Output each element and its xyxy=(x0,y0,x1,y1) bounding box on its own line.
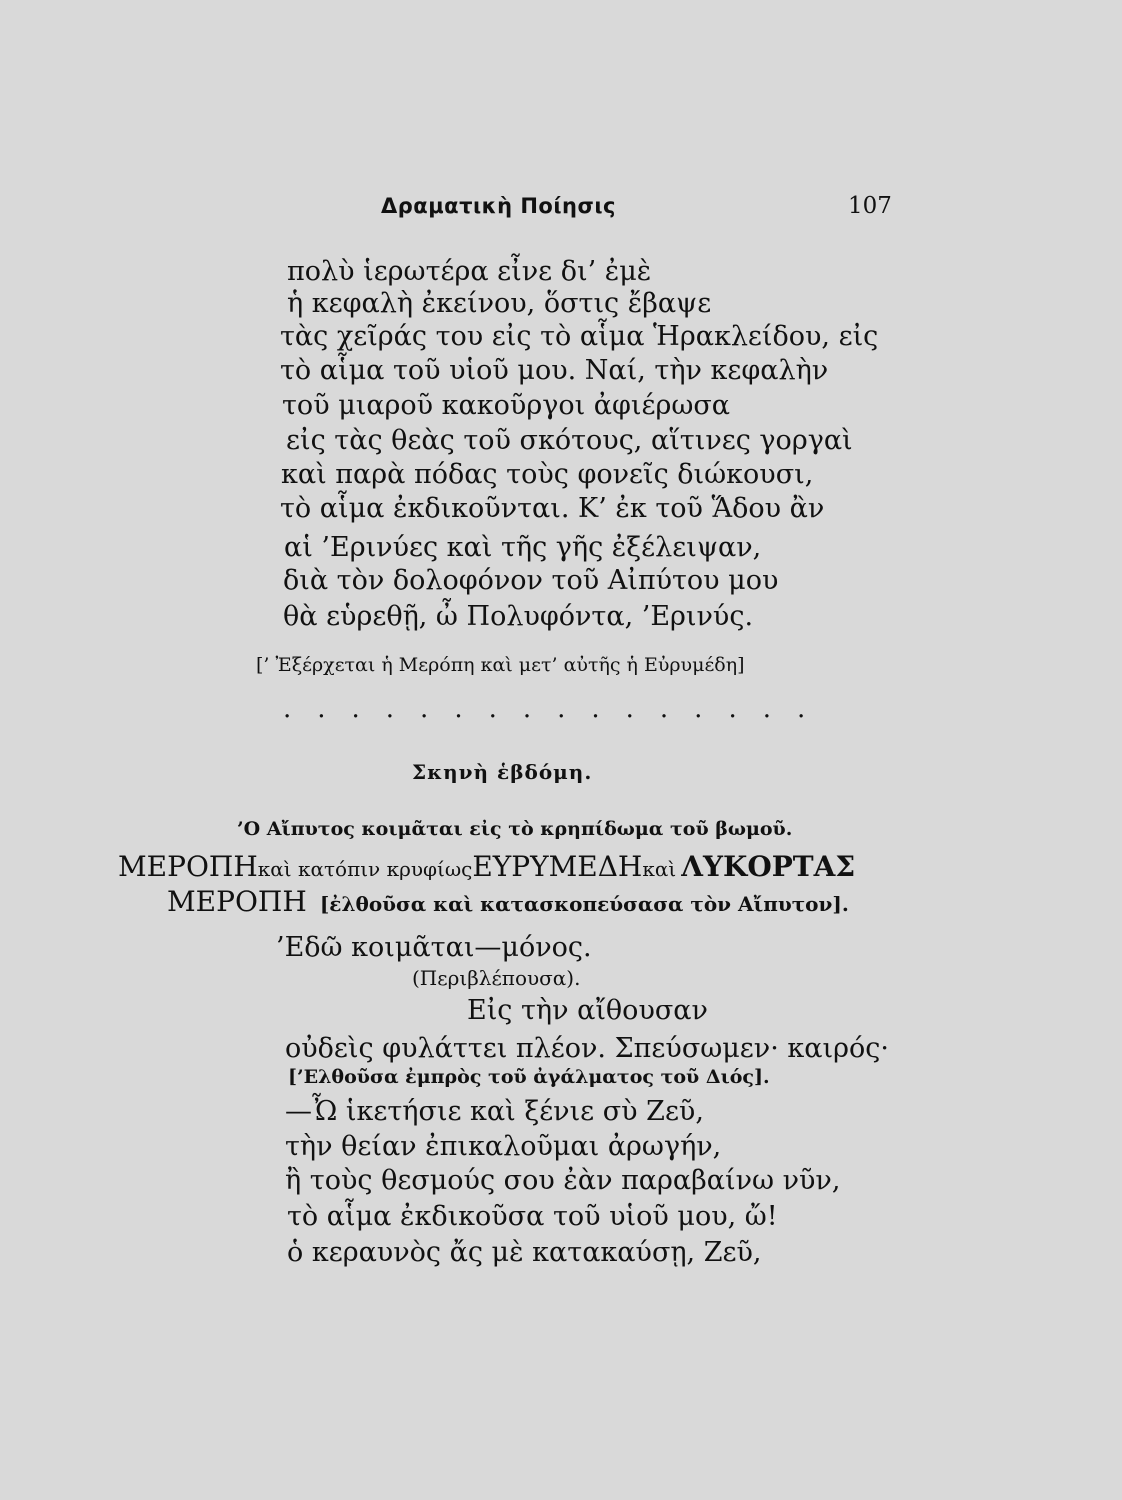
verse-line: —Ὦ ἱκετήσιε καὶ ξένιε σὺ Ζεῦ, xyxy=(285,1096,704,1127)
verse-line: τὸ αἷμα ἐκδικοῦνται. Κ’ ἐκ τοῦ Ἅδου ἂν xyxy=(280,493,825,524)
stage-direction-statue: [’Ελθοῦσα ἐμπρὸς τοῦ ἀγάλματος τοῦ Διός]. xyxy=(288,1066,770,1088)
verse-line: τοῦ μιαροῦ κακοῦργοι ἀφιέρωσα xyxy=(282,390,731,421)
cast-connector: καὶ xyxy=(642,857,677,881)
verse-line: καὶ παρὰ πόδας τοὺς φονεῖς διώκουσι, xyxy=(281,459,814,490)
verse-line: διὰ τὸν δολοφόνον τοῦ Αἰπύτου μου xyxy=(283,565,779,596)
verse-line: τὸ αἷμα ἐκδικοῦσα τοῦ υἱοῦ μου, ὤ! xyxy=(287,1201,778,1232)
cast-list xyxy=(118,850,856,883)
speaker-name: ΜΕΡΟΠΗ xyxy=(167,885,307,918)
page-number: 107 xyxy=(848,193,892,219)
verse-line: ἡ κεφαλὴ ἐκείνου, ὅστις ἔβαψε xyxy=(287,288,712,319)
stage-direction-exit: [’ Ἐξέρχεται ἡ Μερόπη καὶ μετ’ αὐτῆς ἡ Εὐρυμέδη] xyxy=(256,654,745,676)
verse-line: ἢ τοὺς θεσμούς σου ἐὰν παραβαίνω νῦν, xyxy=(285,1165,841,1196)
running-header: Δραματικὴ Ποίησις xyxy=(381,194,616,218)
verse-line: τὸ αἷμα τοῦ υἱοῦ μου. Ναί, τὴν κεφαλὴν xyxy=(280,355,829,386)
verse-line: εἰς τὰς θεὰς τοῦ σκότους, αἵτινες γοργαὶ xyxy=(286,425,853,456)
ellipsis-separator: ................ xyxy=(283,694,832,724)
verse-line: οὐδεὶς φυλάττει πλέον. Σπεύσωμεν· καιρός· xyxy=(285,1033,889,1064)
setting-direction: ’Ο Αἴπυτος κοιμᾶται εἰς τὸ κρηπίδωμα τοῦ βωμοῦ. xyxy=(237,818,793,840)
cast-name: ΜΕΡΟΠΗ xyxy=(118,850,258,883)
verse-line: ’Εδῶ κοιμᾶται—μόνος. xyxy=(276,932,592,963)
verse-line: θὰ εὑρεθῇ, ὦ Πολυφόντα, ’Ερινύς. xyxy=(283,601,754,632)
verse-line: Εἰς τὴν αἴθουσαν xyxy=(467,995,708,1026)
cast-name: ΛΥΚΟΡΤΑΣ xyxy=(681,850,856,883)
scene-heading: Σκηνὴ ἑβδόμη. xyxy=(412,760,593,784)
verse-line: ὁ κεραυνὸς ἄς μὲ κατακαύσῃ, Ζεῦ, xyxy=(287,1237,762,1268)
verse-line: τὴν θείαν ἐπικαλοῦμαι ἀρωγήν, xyxy=(285,1131,722,1162)
cast-connector: καὶ κατόπιν κρυφίως xyxy=(257,857,473,881)
speaker-direction: [ἐλθοῦσα καὶ κατασκοπεύσασα τὸν Αἴπυτον]. xyxy=(319,892,849,916)
verse-line: πολὺ ἱερωτέρα εἶνε δι’ ἐμὲ xyxy=(287,256,652,287)
verse-line: τὰς χεῖράς του εἰς τὸ αἷμα Ἡρακλείδου, εἰς xyxy=(280,321,879,352)
verse-line: αἱ ’Ερινύες καὶ τῆς γῆς ἐξέλειψαν, xyxy=(284,532,762,563)
speaker-line xyxy=(167,885,849,918)
stage-direction-look: (Περιβλέπουσα). xyxy=(412,966,581,990)
cast-name: ΕΥΡΥΜΕΔΗ xyxy=(472,850,643,883)
